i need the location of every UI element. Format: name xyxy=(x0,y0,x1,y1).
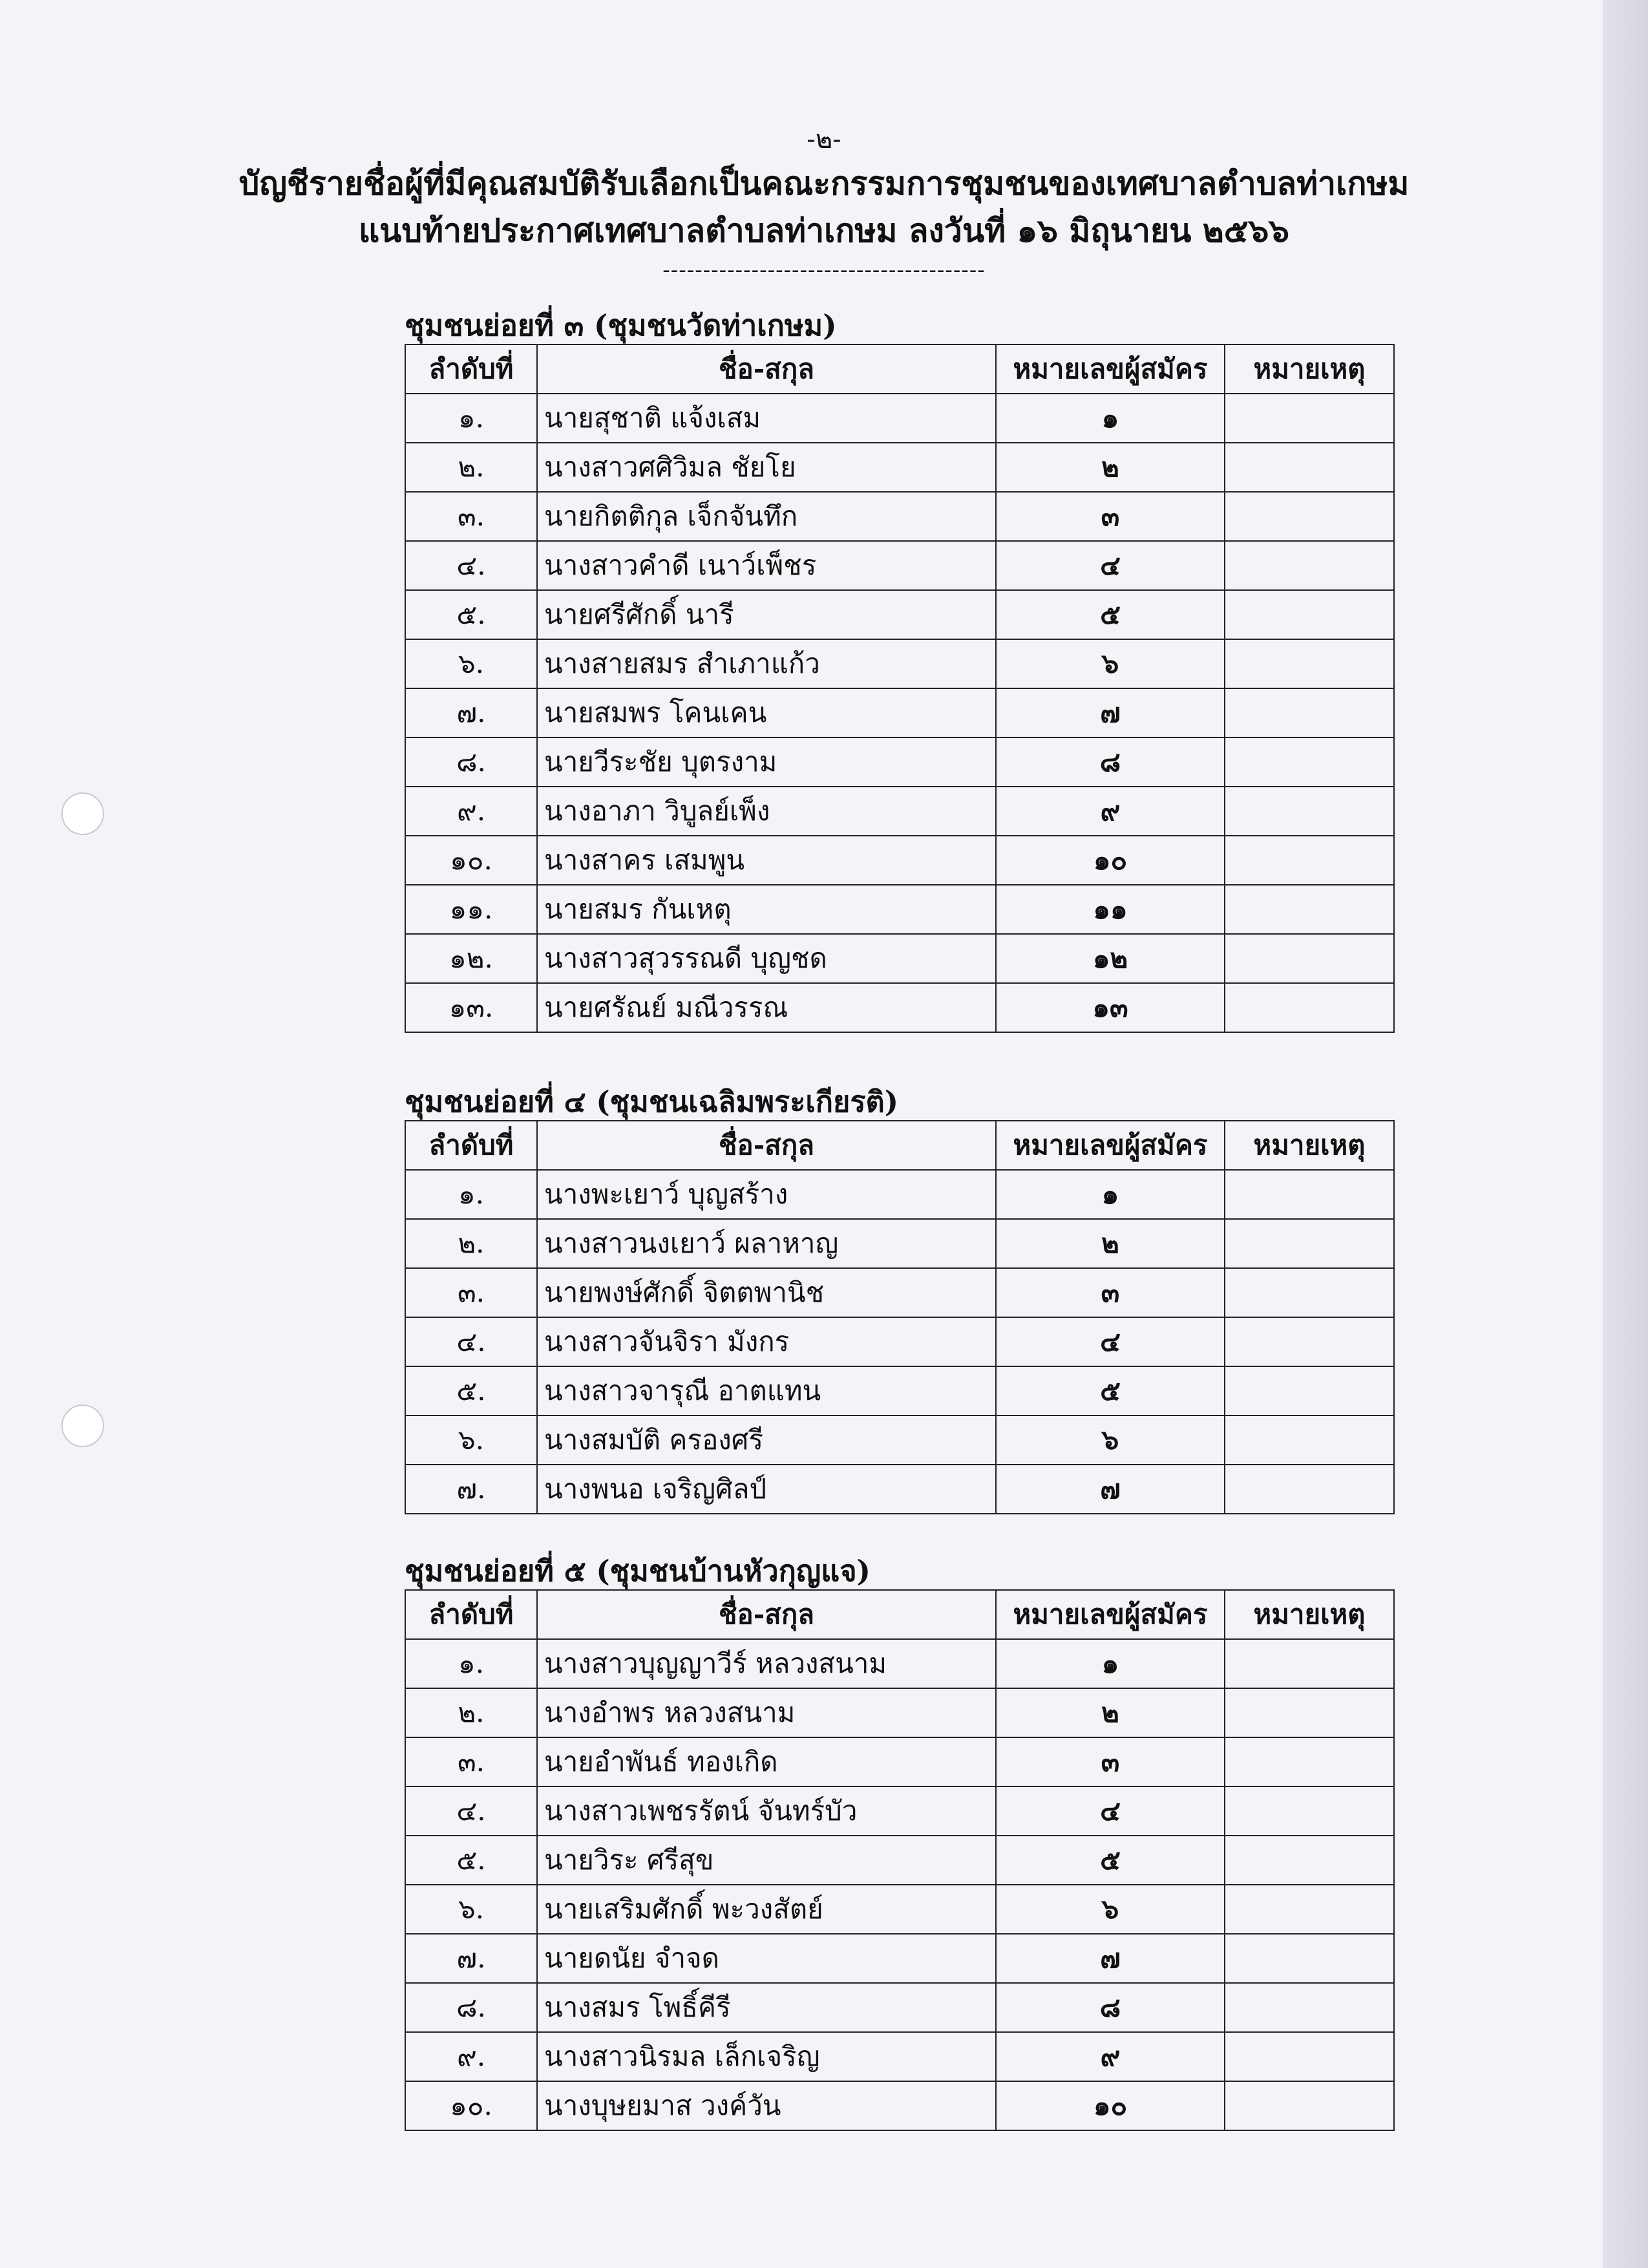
row-order: ๗. xyxy=(405,1465,537,1514)
row-remark xyxy=(1225,1268,1394,1317)
row-applicant-number: ๘ xyxy=(996,737,1225,787)
row-remark xyxy=(1225,1415,1394,1465)
table-row xyxy=(405,394,1394,443)
table-row xyxy=(405,1366,1394,1415)
table-row xyxy=(405,885,1394,934)
row-applicant-number: ๗ xyxy=(996,1465,1225,1514)
row-remark xyxy=(1225,1737,1394,1786)
row-order: ๑๒. xyxy=(405,934,537,983)
table-header-row xyxy=(405,344,1394,394)
row-remark xyxy=(1225,639,1394,688)
row-applicant-number: ๖ xyxy=(996,639,1225,688)
row-name: นางสาวเพชรรัตน์ จันทร์บัว xyxy=(537,1786,996,1836)
row-name: นางสมบัติ ครองศรี xyxy=(537,1415,996,1465)
table-row xyxy=(405,836,1394,885)
row-name: นางบุษยมาส วงค์วัน xyxy=(537,2081,996,2130)
row-name: นางสาวสุวรรณดี บุญชด xyxy=(537,934,996,983)
row-applicant-number: ๑๑ xyxy=(996,885,1225,934)
section-heading-community-4: ชุมชนย่อยที่ ๔ (ชุมชนเฉลิมพระเกียรติ) xyxy=(405,1085,899,1119)
row-applicant-number: ๕ xyxy=(996,1836,1225,1885)
row-name: นายอำพันธ์ ทองเกิด xyxy=(537,1737,996,1786)
row-applicant-number: ๒ xyxy=(996,1219,1225,1268)
header-name: ชื่อ-สกุล xyxy=(537,1590,996,1639)
table-row xyxy=(405,639,1394,688)
row-applicant-number: ๙ xyxy=(996,2032,1225,2081)
row-name: นางสาวจันจิรา มังกร xyxy=(537,1317,996,1366)
row-remark xyxy=(1225,2032,1394,2081)
row-applicant-number: ๗ xyxy=(996,1934,1225,1983)
table-header-row xyxy=(405,1590,1394,1639)
row-order: ๖. xyxy=(405,1885,537,1934)
table-row xyxy=(405,1317,1394,1366)
table-row xyxy=(405,1170,1394,1219)
row-applicant-number: ๑ xyxy=(996,394,1225,443)
row-applicant-number: ๓ xyxy=(996,1268,1225,1317)
table-row xyxy=(405,1786,1394,1836)
header-name: ชื่อ-สกุล xyxy=(537,1121,996,1170)
row-remark xyxy=(1225,1836,1394,1885)
row-name: นายวีระชัย บุตรงาม xyxy=(537,737,996,787)
header-applicant-number: หมายเลขผู้สมัคร xyxy=(996,1590,1225,1639)
title-separator: ---------------------------------------- xyxy=(662,257,986,283)
row-order: ๕. xyxy=(405,1366,537,1415)
row-order: ๑. xyxy=(405,394,537,443)
header-remark: หมายเหตุ xyxy=(1225,1590,1394,1639)
row-order: ๑. xyxy=(405,1639,537,1688)
table-row xyxy=(405,2032,1394,2081)
row-name: นางพะเยาว์ บุญสร้าง xyxy=(537,1170,996,1219)
document-title-line-2: แนบท้ายประกาศเทศบาลตำบลท่าเกษม ลงวันที่ ๑๖ มิถุนายน ๒๕๖๖ xyxy=(358,211,1290,249)
table-row xyxy=(405,983,1394,1032)
row-order: ๑๑. xyxy=(405,885,537,934)
row-remark xyxy=(1225,934,1394,983)
row-applicant-number: ๒ xyxy=(996,443,1225,492)
row-remark xyxy=(1225,590,1394,639)
table-row xyxy=(405,1934,1394,1983)
header-applicant-number: หมายเลขผู้สมัคร xyxy=(996,344,1225,394)
row-order: ๓. xyxy=(405,1268,537,1317)
row-applicant-number: ๑๐ xyxy=(996,836,1225,885)
row-remark xyxy=(1225,1465,1394,1514)
row-applicant-number: ๑๓ xyxy=(996,983,1225,1032)
row-name: นายสมร กันเหตุ xyxy=(537,885,996,934)
row-applicant-number: ๔ xyxy=(996,1317,1225,1366)
row-name: นายสุชาติ แจ้งเสม xyxy=(537,394,996,443)
row-order: ๑๐. xyxy=(405,836,537,885)
row-name: นายเสริมศักดิ์ พะวงสัตย์ xyxy=(537,1885,996,1934)
table-row xyxy=(405,1219,1394,1268)
row-order: ๗. xyxy=(405,688,537,737)
row-name: นางสายสมร สำเภาแก้ว xyxy=(537,639,996,688)
header-remark: หมายเหตุ xyxy=(1225,344,1394,394)
row-applicant-number: ๓ xyxy=(996,1737,1225,1786)
row-name: นายดนัย จำจด xyxy=(537,1934,996,1983)
row-applicant-number: ๘ xyxy=(996,1983,1225,2032)
row-name: นางสาวนิรมล เล็กเจริญ xyxy=(537,2032,996,2081)
table-row xyxy=(405,1688,1394,1737)
row-remark xyxy=(1225,1983,1394,2032)
row-applicant-number: ๑ xyxy=(996,1170,1225,1219)
row-name: นางสาคร เสมพูน xyxy=(537,836,996,885)
row-order: ๔. xyxy=(405,1786,537,1836)
row-remark xyxy=(1225,1317,1394,1366)
row-name: นางสาวนงเยาว์ ผลาหาญ xyxy=(537,1219,996,1268)
row-name: นางอำพร หลวงสนาม xyxy=(537,1688,996,1737)
roster-table-community-3 xyxy=(405,344,1395,1033)
row-remark xyxy=(1225,1786,1394,1836)
row-applicant-number: ๒ xyxy=(996,1688,1225,1737)
row-applicant-number: ๕ xyxy=(996,590,1225,639)
table-row xyxy=(405,541,1394,590)
row-name: นายศรัณย์ มณีวรรณ xyxy=(537,983,996,1032)
header-remark: หมายเหตุ xyxy=(1225,1121,1394,1170)
row-order: ๙. xyxy=(405,2032,537,2081)
row-order: ๖. xyxy=(405,639,537,688)
row-remark xyxy=(1225,983,1394,1032)
table-row xyxy=(405,737,1394,787)
row-applicant-number: ๖ xyxy=(996,1415,1225,1465)
row-applicant-number: ๔ xyxy=(996,541,1225,590)
page-number: -๒- xyxy=(807,125,841,154)
row-name: นายกิตติกุล เจ็กจันทึก xyxy=(537,492,996,541)
row-name: นายสมพร โคนเคน xyxy=(537,688,996,737)
row-applicant-number: ๖ xyxy=(996,1885,1225,1934)
section-heading-community-5: ชุมชนย่อยที่ ๕ (ชุมชนบ้านหัวกุญแจ) xyxy=(405,1554,871,1588)
row-remark xyxy=(1225,492,1394,541)
row-remark xyxy=(1225,688,1394,737)
row-order: ๓. xyxy=(405,492,537,541)
table-row xyxy=(405,1737,1394,1786)
header-order: ลำดับที่ xyxy=(405,1121,537,1170)
row-name: นายพงษ์ศักดิ์ จิตตพานิช xyxy=(537,1268,996,1317)
row-remark xyxy=(1225,885,1394,934)
row-applicant-number: ๙ xyxy=(996,787,1225,836)
row-remark xyxy=(1225,1885,1394,1934)
row-remark xyxy=(1225,1934,1394,1983)
row-remark xyxy=(1225,836,1394,885)
row-applicant-number: ๗ xyxy=(996,688,1225,737)
roster-table-community-4 xyxy=(405,1120,1395,1514)
table-row xyxy=(405,1885,1394,1934)
row-order: ๒. xyxy=(405,1688,537,1737)
row-order: ๒. xyxy=(405,1219,537,1268)
row-name: นางสมร โพธิ์คีรี xyxy=(537,1983,996,2032)
row-order: ๘. xyxy=(405,1983,537,2032)
table-row xyxy=(405,443,1394,492)
row-order: ๑. xyxy=(405,1170,537,1219)
row-order: ๔. xyxy=(405,1317,537,1366)
table-row xyxy=(405,590,1394,639)
header-applicant-number: หมายเลขผู้สมัคร xyxy=(996,1121,1225,1170)
row-applicant-number: ๑ xyxy=(996,1639,1225,1688)
row-remark xyxy=(1225,541,1394,590)
row-applicant-number: ๑๒ xyxy=(996,934,1225,983)
table-row xyxy=(405,934,1394,983)
row-order: ๑๐. xyxy=(405,2081,537,2130)
table-row xyxy=(405,2081,1394,2130)
row-order: ๓. xyxy=(405,1737,537,1786)
row-order: ๕. xyxy=(405,1836,537,1885)
header-order: ลำดับที่ xyxy=(405,344,537,394)
roster-table-community-5 xyxy=(405,1589,1395,2131)
table-row xyxy=(405,1465,1394,1514)
table-row xyxy=(405,1639,1394,1688)
table-row xyxy=(405,492,1394,541)
row-name: นางพนอ เจริญศิลป์ xyxy=(537,1465,996,1514)
row-applicant-number: ๕ xyxy=(996,1366,1225,1415)
row-order: ๕. xyxy=(405,590,537,639)
row-remark xyxy=(1225,1639,1394,1688)
row-order: ๑๓. xyxy=(405,983,537,1032)
table-row xyxy=(405,1983,1394,2032)
page-edge-shadow xyxy=(1603,0,1648,2268)
row-order: ๙. xyxy=(405,787,537,836)
row-remark xyxy=(1225,394,1394,443)
row-order: ๗. xyxy=(405,1934,537,1983)
row-order: ๔. xyxy=(405,541,537,590)
table-row xyxy=(405,787,1394,836)
row-remark xyxy=(1225,787,1394,836)
row-remark xyxy=(1225,1170,1394,1219)
row-name: นางสาวบุญญาวีร์ หลวงสนาม xyxy=(537,1639,996,1688)
row-remark xyxy=(1225,737,1394,787)
row-remark xyxy=(1225,1219,1394,1268)
section-heading-community-3: ชุมชนย่อยที่ ๓ (ชุมชนวัดท่าเกษม) xyxy=(405,308,837,343)
row-name: นางสาวจารุณี อาตแทน xyxy=(537,1366,996,1415)
table-header-row xyxy=(405,1121,1394,1170)
row-applicant-number: ๓ xyxy=(996,492,1225,541)
header-order: ลำดับที่ xyxy=(405,1590,537,1639)
row-remark xyxy=(1225,1688,1394,1737)
row-order: ๖. xyxy=(405,1415,537,1465)
row-name: นายศรีศักดิ์ นารี xyxy=(537,590,996,639)
punch-hole xyxy=(61,792,104,835)
row-remark xyxy=(1225,1366,1394,1415)
row-order: ๒. xyxy=(405,443,537,492)
row-applicant-number: ๑๐ xyxy=(996,2081,1225,2130)
punch-hole xyxy=(61,1404,104,1447)
header-name: ชื่อ-สกุล xyxy=(537,344,996,394)
row-remark xyxy=(1225,443,1394,492)
table-row xyxy=(405,1268,1394,1317)
row-remark xyxy=(1225,2081,1394,2130)
row-applicant-number: ๔ xyxy=(996,1786,1225,1836)
table-row xyxy=(405,688,1394,737)
row-name: นางสาวคำดี เนาว์เพ็ชร xyxy=(537,541,996,590)
document-title-line-1: บัญชีรายชื่อผู้ที่มีคุณสมบัติรับเลือกเป็นคณะกรรมการชุมชนของเทศบาลตำบลท่าเกษม xyxy=(238,164,1410,202)
row-name: นางอาภา วิบูลย์เพ็ง xyxy=(537,787,996,836)
table-row xyxy=(405,1415,1394,1465)
table-row xyxy=(405,1836,1394,1885)
row-order: ๘. xyxy=(405,737,537,787)
row-name: นายวิระ ศรีสุข xyxy=(537,1836,996,1885)
row-name: นางสาวศศิวิมล ชัยโย xyxy=(537,443,996,492)
